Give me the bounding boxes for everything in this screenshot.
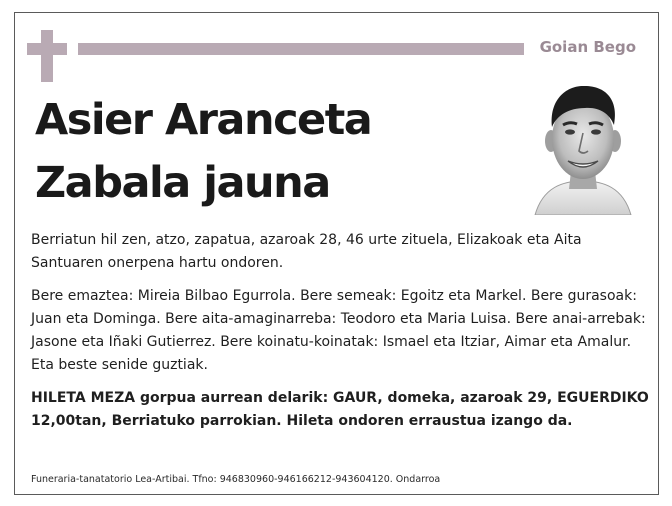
cross-icon-arm — [27, 43, 67, 55]
brand-label: Goian Bego — [539, 38, 636, 56]
deceased-name-line-2: Zabala jauna — [35, 158, 330, 208]
death-announcement-paragraph: Berriatun hil zen, atzo, zapatua, azaroak 28, 46 urte zituela, Elizakoak eta Aita Santuaren onerpena hartu ondoren. — [31, 232, 582, 271]
deceased-name-line-1: Asier Aranceta — [35, 95, 372, 145]
family-members-paragraph: Bere emaztea: Mireia Bilbao Egurrola. Bere semeak: Egoitz eta Markel. Bere gurasoak: Juan eta Dominga. Bere aita-amaginarreba: Teodoro eta Maria Luisa. Bere anai-arrebak: Jasone eta Iñaki Gutierrez. Bere koinatu-koinatak: Ismael eta Itziar, Aimar eta Amalur. Eta beste senide guztiak. — [31, 288, 646, 373]
funeral-mass-paragraph: HILETA MEZA gorpua aurrean delarik: GAUR, domeka, azaroak 29, EGUERDIKO 12,00tan, Berriatuko parrokian. Hileta ondoren erraustua izango da. — [31, 390, 649, 429]
portrait-photo — [533, 75, 633, 215]
portrait-image — [533, 75, 633, 215]
funeral-home-footer: Funeraria-tanatatorio Lea-Artibai. Tfno: 946830960-946166212-943604120. Ondarroa — [31, 474, 441, 485]
obituary-notice — [14, 12, 659, 495]
header-rule — [78, 43, 524, 55]
cross-icon — [41, 30, 53, 82]
